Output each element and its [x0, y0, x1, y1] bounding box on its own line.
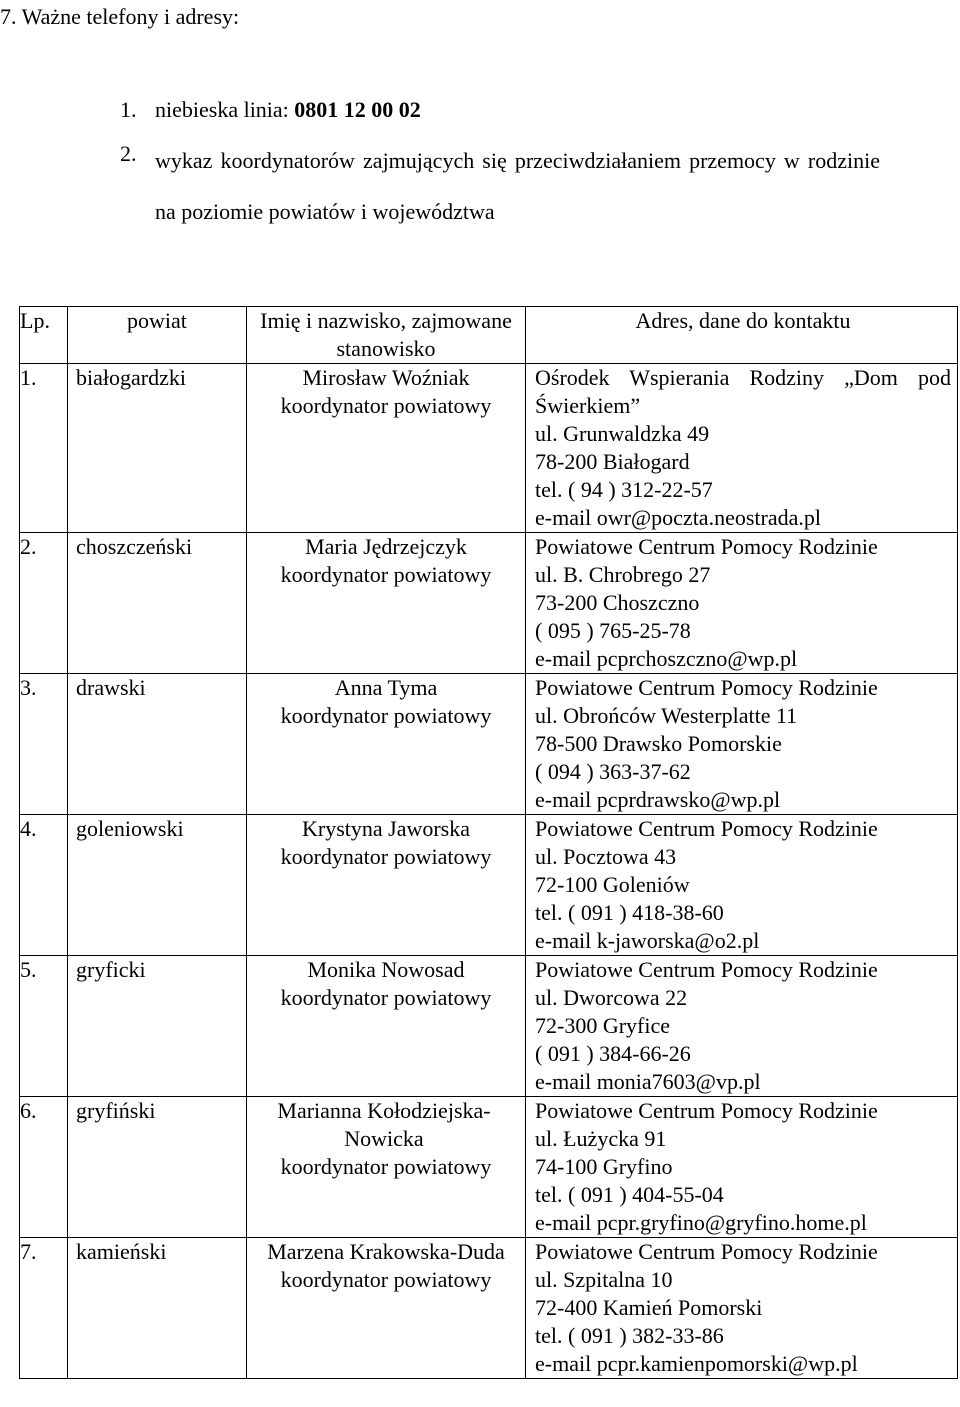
header-powiat: powiat	[68, 307, 247, 364]
address-line: e-mail pcprchoszczno@wp.pl	[535, 646, 798, 671]
header-name: Imię i nazwisko, zajmowane stanowisko	[247, 307, 526, 364]
row-address	[526, 1238, 958, 1379]
address-line: e-mail monia7603@vp.pl	[535, 1069, 761, 1094]
address-line: ( 091 ) 384-66-26	[535, 1041, 691, 1066]
row-address	[526, 1097, 958, 1238]
row-coordinator	[247, 815, 526, 956]
row-powiat: gryficki	[68, 956, 247, 1097]
table-header-row	[20, 307, 958, 364]
address-line: ( 095 ) 765-25-78	[535, 618, 691, 643]
address-line: ul. Łużycka 91	[535, 1126, 667, 1151]
header-address: Adres, dane do kontaktu	[526, 307, 958, 364]
row-lp: 2.	[20, 533, 68, 674]
list-item	[120, 91, 880, 128]
table-row	[20, 1238, 958, 1379]
row-coordinator	[247, 1238, 526, 1379]
row-coordinator	[247, 956, 526, 1097]
row-powiat: drawski	[68, 674, 247, 815]
coordinator-name: Marzena Krakowska-Duda	[267, 1239, 505, 1264]
address-line: 78-200 Białogard	[535, 449, 690, 474]
address-line: e-mail k-jaworska@o2.pl	[535, 928, 760, 953]
address-line: ul. Dworcowa 22	[535, 985, 688, 1010]
coordinator-name: Maria Jędrzejczyk	[305, 534, 467, 559]
address-line: Powiatowe Centrum Pomocy Rodzinie	[535, 1239, 878, 1264]
address-line: e-mail pcprdrawsko@wp.pl	[535, 787, 781, 812]
table-row	[20, 674, 958, 815]
address-line: ul. Szpitalna 10	[535, 1267, 673, 1292]
coordinators-table	[19, 306, 958, 1379]
coordinator-name: Marianna Kołodziejska-Nowicka	[277, 1098, 491, 1151]
row-lp: 6.	[20, 1097, 68, 1238]
coordinator-role: koordynator powiatowy	[280, 703, 492, 728]
address-line: 74-100 Gryfino	[535, 1154, 673, 1179]
address-line: Świerkiem”	[535, 393, 641, 418]
coordinator-role: koordynator powiatowy	[280, 1267, 492, 1292]
coordinator-name: Anna Tyma	[334, 675, 438, 700]
address-line: 78-500 Drawsko Pomorskie	[535, 731, 782, 756]
row-coordinator	[247, 1097, 526, 1238]
address-line: e-mail pcpr.kamienpomorski@wp.pl	[535, 1351, 858, 1376]
address-line: ul. Pocztowa 43	[535, 844, 677, 869]
table-body	[20, 364, 958, 1379]
address-line: Powiatowe Centrum Pomocy Rodzinie	[535, 816, 878, 841]
address-line: ul. Obrońców Westerplatte 11	[535, 703, 798, 728]
address-line: tel. ( 091 ) 418-38-60	[535, 900, 724, 925]
coordinator-role: koordynator powiatowy	[280, 985, 492, 1010]
address-line: Powiatowe Centrum Pomocy Rodzinie	[535, 957, 878, 982]
row-coordinator	[247, 533, 526, 674]
row-powiat: goleniowski	[68, 815, 247, 956]
address-line: ul. Grunwaldzka 49	[535, 421, 710, 446]
row-powiat: białogardzki	[68, 364, 247, 533]
list-item-number: 1.	[120, 97, 137, 122]
coordinator-role: koordynator powiatowy	[280, 1154, 492, 1179]
address-line: Powiatowe Centrum Pomocy Rodzinie	[535, 534, 878, 559]
address-line: 72-300 Gryfice	[535, 1013, 671, 1038]
coordinator-role: koordynator powiatowy	[280, 562, 492, 587]
coordinator-name: Krystyna Jaworska	[301, 816, 471, 841]
table-row	[20, 815, 958, 956]
address-line: Powiatowe Centrum Pomocy Rodzinie	[535, 1098, 878, 1123]
table-row	[20, 1097, 958, 1238]
row-lp: 5.	[20, 956, 68, 1097]
row-lp: 1.	[20, 364, 68, 533]
address-line: 72-400 Kamień Pomorski	[535, 1295, 763, 1320]
address-line: ( 094 ) 363-37-62	[535, 759, 691, 784]
table-row	[20, 364, 958, 533]
address-line: 73-200 Choszczno	[535, 590, 700, 615]
row-address	[526, 533, 958, 674]
row-address	[526, 956, 958, 1097]
address-line: 72-100 Goleniów	[535, 872, 690, 897]
list-item-label: wykaz koordynatorów zajmujących się przeciwdziałaniem przemocy w rodzinie na poziomie powiatów i województwa	[155, 148, 880, 224]
coordinators-table-wrap	[19, 306, 958, 1379]
address-line: Powiatowe Centrum Pomocy Rodzinie	[535, 675, 878, 700]
contacts-list	[120, 91, 880, 237]
row-address	[526, 364, 958, 533]
list-item-label: niebieska linia:	[155, 97, 295, 122]
row-powiat: gryfiński	[68, 1097, 247, 1238]
header-lp: Lp.	[20, 307, 68, 364]
address-line: e-mail owr@poczta.neostrada.pl	[535, 505, 821, 530]
hotline-number: 0801 12 00 02	[294, 97, 421, 122]
address-line: tel. ( 091 ) 404-55-04	[535, 1182, 724, 1207]
address-line: ul. B. Chrobrego 27	[535, 562, 711, 587]
section-title: 7. Ważne telefony i adresy:	[0, 4, 240, 29]
coordinator-name: Mirosław Woźniak	[302, 365, 470, 390]
address-line: e-mail pcpr.gryfino@gryfino.home.pl	[535, 1210, 867, 1235]
list-item-number: 2.	[120, 141, 137, 166]
row-lp: 3.	[20, 674, 68, 815]
table-row	[20, 956, 958, 1097]
coordinator-role: koordynator powiatowy	[280, 844, 492, 869]
row-lp: 4.	[20, 815, 68, 956]
row-lp: 7.	[20, 1238, 68, 1379]
row-powiat: choszczeński	[68, 533, 247, 674]
address-line: tel. ( 091 ) 382-33-86	[535, 1323, 724, 1348]
list-item	[120, 135, 880, 237]
row-powiat: kamieński	[68, 1238, 247, 1379]
row-address	[526, 674, 958, 815]
row-address	[526, 815, 958, 956]
address-line: Ośrodek Wspierania Rodziny „Dom pod	[535, 365, 951, 390]
table-row	[20, 533, 958, 674]
coordinator-role: koordynator powiatowy	[280, 393, 492, 418]
row-coordinator	[247, 674, 526, 815]
coordinator-name: Monika Nowosad	[307, 957, 465, 982]
address-line: tel. ( 94 ) 312-22-57	[535, 477, 713, 502]
row-coordinator	[247, 364, 526, 533]
